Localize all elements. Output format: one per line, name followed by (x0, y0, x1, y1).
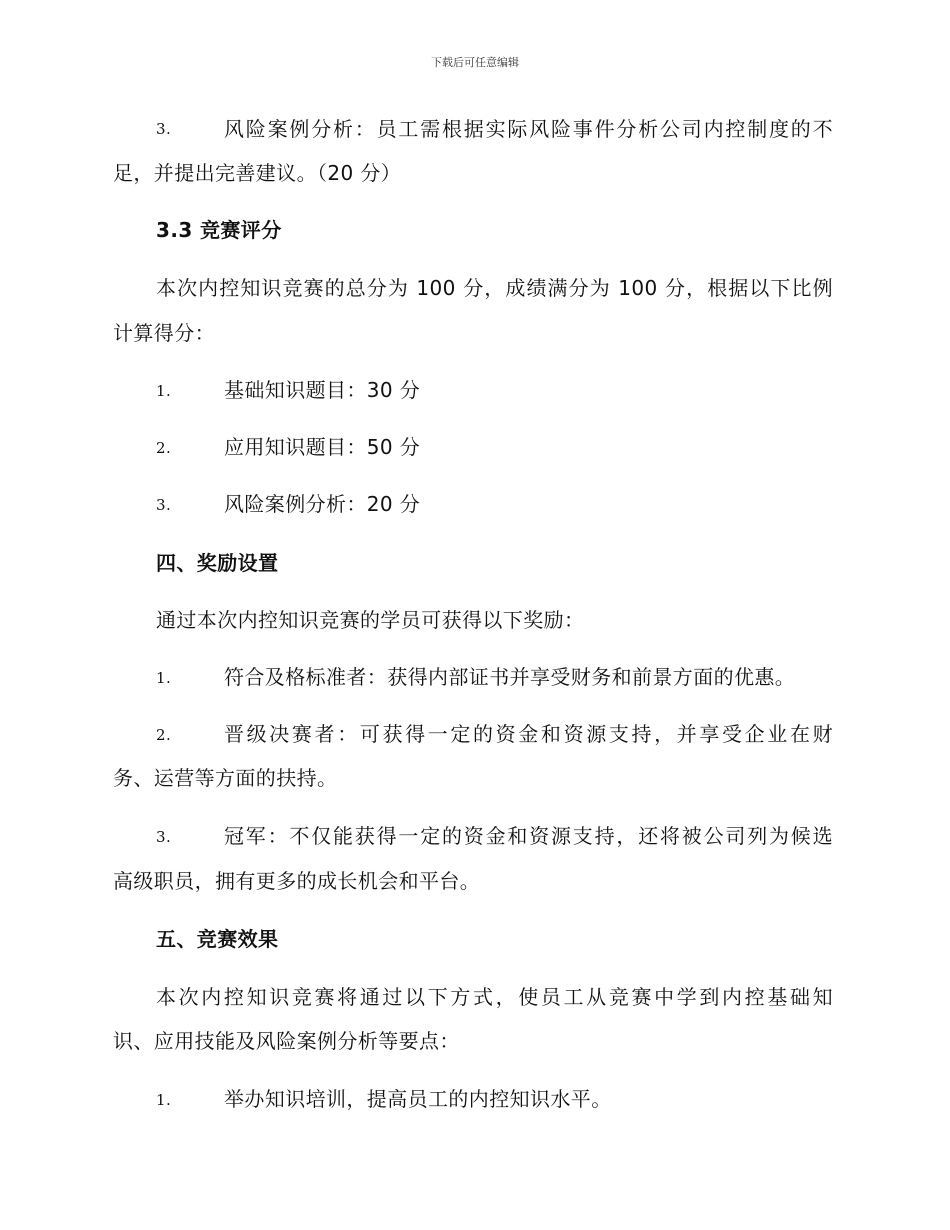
paragraph-continuation: 计算得分： (113, 321, 215, 345)
list-number: 3. (156, 496, 172, 514)
paragraph: 本次内控知识竞赛将通过以下方式，使员工从竞赛中学到内控基础知 (156, 985, 833, 1009)
list-item-text: 风险案例分析：20 分 (224, 492, 421, 516)
section-heading: 五、竞赛效果 (156, 927, 279, 951)
list-number: 1. (156, 382, 172, 400)
list-number: 1. (156, 669, 172, 687)
list-number: 2. (156, 726, 172, 744)
section-heading: 3.3 竞赛评分 (156, 218, 282, 242)
list-item-text: 基础知识题目：30 分 (224, 378, 421, 402)
paragraph: 本次内控知识竞赛的总分为 100 分，成绩满分为 100 分，根据以下比例 (156, 276, 833, 300)
paragraph: 通过本次内控知识竞赛的学员可获得以下奖励： (156, 608, 585, 632)
list-item-continuation: 务、运营等方面的扶持。 (113, 766, 338, 790)
list-number: 1. (156, 1091, 172, 1109)
list-item-text: 符合及格标准者：获得内部证书并享受财务和前景方面的优惠。 (224, 665, 796, 689)
list-number: 2. (156, 439, 172, 457)
paragraph-continuation: 识、应用技能及风险案例分析等要点： (113, 1029, 460, 1053)
page-header: 下载后可任意编辑 (431, 56, 519, 69)
list-item-text: 应用知识题目：50 分 (224, 435, 421, 459)
list-number: 3. (156, 828, 172, 846)
list-number: 3. (156, 120, 172, 138)
list-item-continuation: 高级职员，拥有更多的成长机会和平台。 (113, 869, 481, 893)
list-item-text: 举办知识培训，提高员工的内控知识水平。 (224, 1087, 612, 1111)
list-item-text: 风险案例分析：员工需根据实际风险事件分析公司内控制度的不 (224, 117, 833, 141)
list-item-text: 冠军：不仅能获得一定的资金和资源支持，还将被公司列为候选 (224, 824, 833, 848)
list-item-text: 晋级决赛者：可获得一定的资金和资源支持，并享受企业在财 (224, 722, 833, 746)
list-item-continuation: 足，并提出完善建议。（20 分） (113, 161, 402, 185)
section-heading: 四、奖励设置 (156, 551, 279, 575)
